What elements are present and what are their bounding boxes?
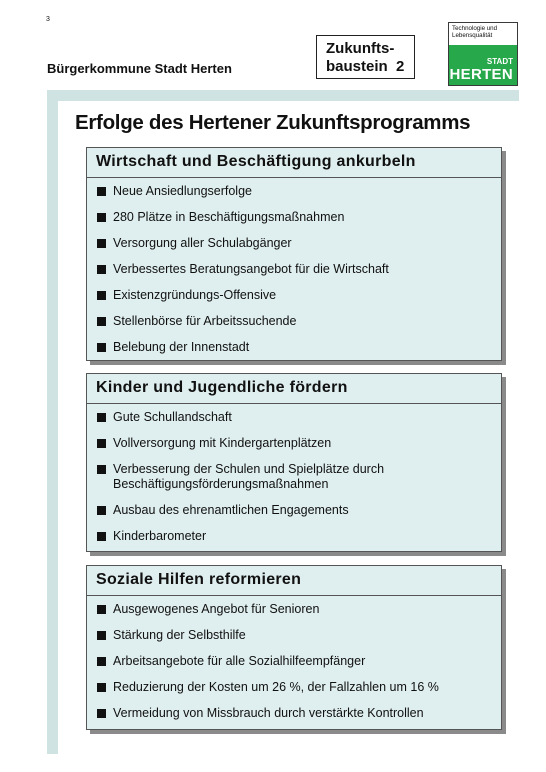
logo-tagline bbox=[449, 23, 517, 45]
list-item: Verbessertes Beratungsangebot für die Wirtschaft bbox=[87, 262, 501, 277]
list-item: Stellenbörse für Arbeitssuchende bbox=[87, 314, 501, 329]
decorative-bar-left bbox=[47, 90, 58, 754]
list-item: Vermeidung von Missbrauch durch verstärkte Kontrollen bbox=[87, 706, 501, 721]
bullet-list bbox=[87, 178, 501, 355]
list-item: Stärkung der Selbsthilfe bbox=[87, 628, 501, 643]
page-title: Erfolge des Hertener Zukunftsprogramms bbox=[75, 111, 471, 134]
list-item: Gute Schullandschaft bbox=[87, 410, 501, 425]
section-heading: Soziale Hilfen reformieren bbox=[87, 566, 501, 596]
zukunftsbaustein-box bbox=[316, 35, 415, 79]
list-item: Versorgung aller Schulabgänger bbox=[87, 236, 501, 251]
box-line-1: Zukunfts- bbox=[326, 40, 395, 57]
list-item: Ausbau des ehrenamtlichen Engagements bbox=[87, 503, 501, 518]
logo-stadt: STADT bbox=[486, 57, 513, 66]
logo-tagline-line-1: Technologie und bbox=[452, 25, 498, 32]
list-item: Arbeitsangebote für alle Sozialhilfeempfänger bbox=[87, 654, 501, 669]
bullet-list bbox=[87, 596, 501, 721]
section-wirtschaft bbox=[86, 147, 502, 361]
section-heading: Wirtschaft und Beschäftigung ankurbeln bbox=[87, 148, 501, 178]
organization-name: Bürgerkommune Stadt Herten bbox=[47, 61, 232, 76]
logo-herten: HERTEN bbox=[449, 66, 513, 83]
list-item: Vollversorgung mit Kindergartenplätzen bbox=[87, 436, 501, 451]
list-item: Existenzgründungs-Offensive bbox=[87, 288, 501, 303]
list-item: Kinderbarometer bbox=[87, 529, 501, 544]
section-kinder bbox=[86, 373, 502, 552]
box-line-2: baustein 2 bbox=[326, 58, 405, 75]
decorative-bar-top bbox=[47, 90, 519, 101]
list-item: Neue Ansiedlungserfolge bbox=[87, 184, 501, 199]
list-item: Reduzierung der Kosten um 26 %, der Fallzahlen um 16 % bbox=[87, 680, 501, 695]
bullet-list bbox=[87, 404, 501, 544]
list-item: Verbesserung der Schulen und Spielplätze durch Beschäftigungsförderungsmaßnahmen bbox=[87, 462, 501, 492]
section-heading: Kinder und Jugendliche fördern bbox=[87, 374, 501, 404]
list-item: Ausgewogenes Angebot für Senioren bbox=[87, 602, 501, 617]
page-number: 3 bbox=[46, 16, 50, 23]
herten-logo bbox=[448, 22, 518, 86]
list-item: Belebung der Innenstadt bbox=[87, 340, 501, 355]
list-item: 280 Plätze in Beschäftigungsmaßnahmen bbox=[87, 210, 501, 225]
logo-tagline-line-2: Lebensqualität bbox=[452, 32, 493, 39]
section-soziale-hilfen bbox=[86, 565, 502, 730]
